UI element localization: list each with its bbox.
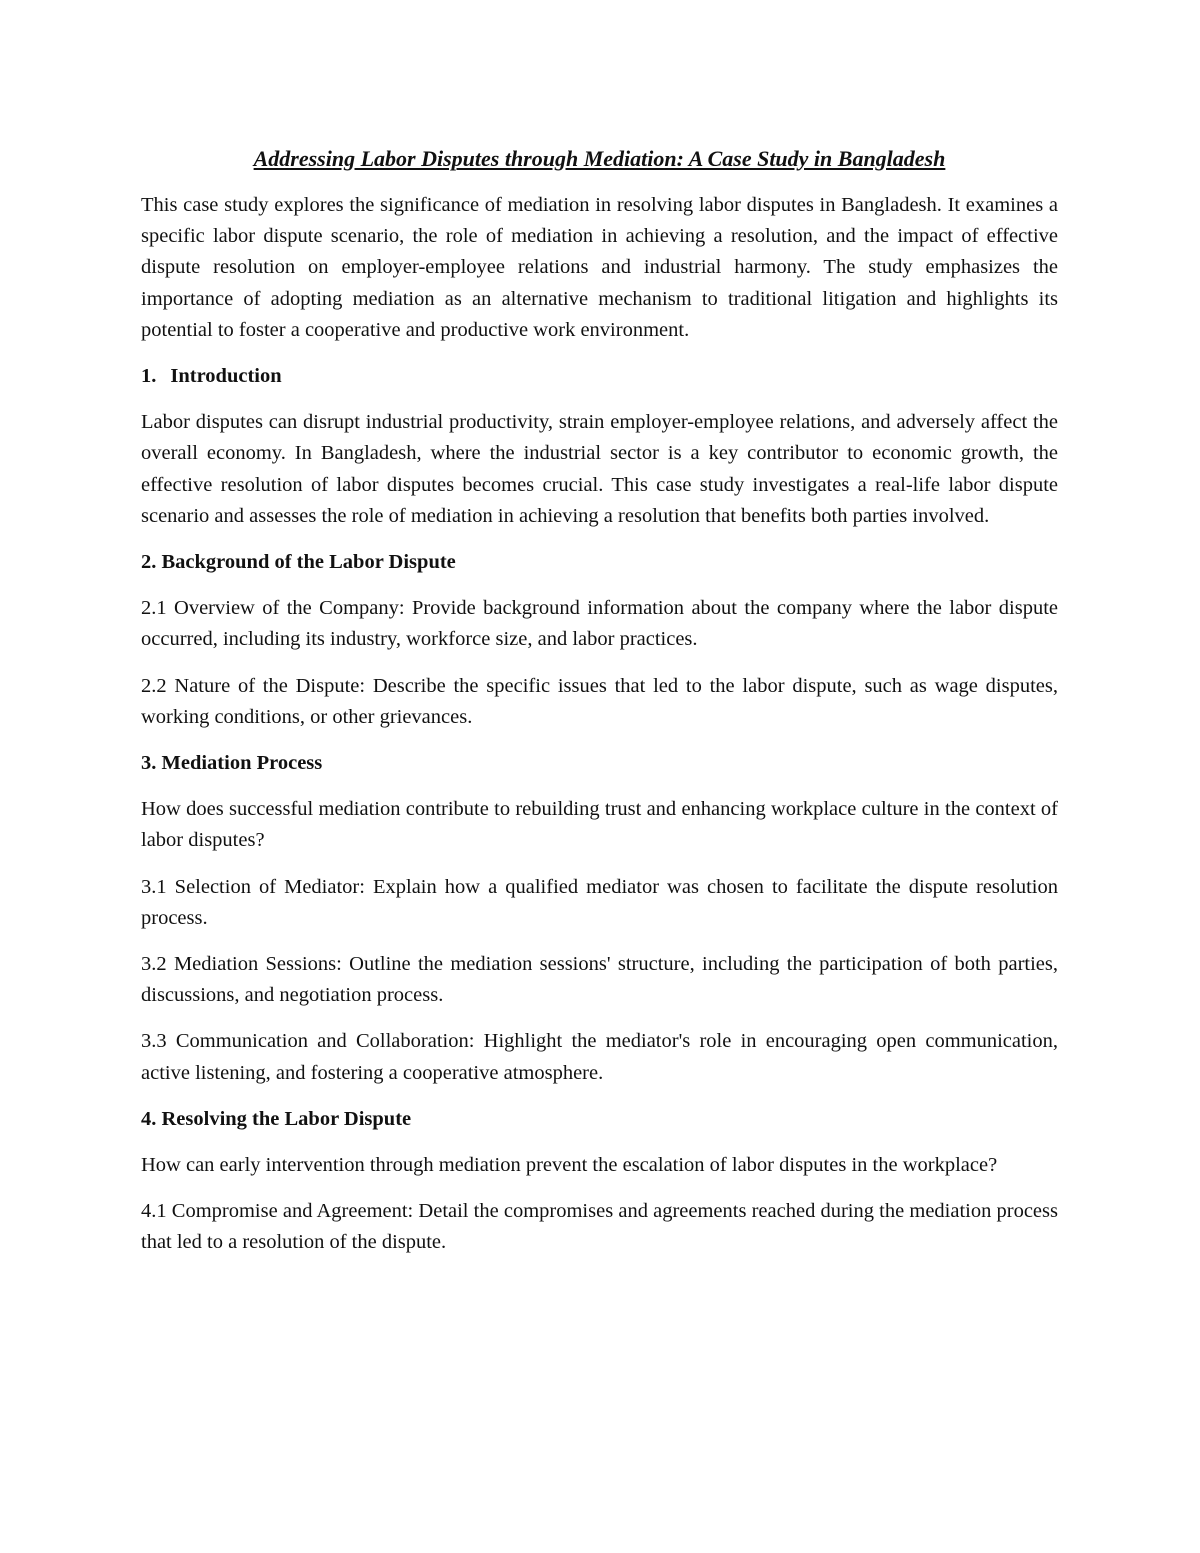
introduction-paragraph: Labor disputes can disrupt industrial productivity, strain employer-employee relations, and adversely affect the overall economy. In Bangladesh, where the industrial sector is a key contributor to economic growth, the effective resolution of labor disputes becomes crucial. This case study investigates a real-life labor dispute scenario and assesses the role of mediation in achieving a resolution that benefits both parties involved.: [141, 411, 1058, 527]
section-title: Introduction: [170, 365, 282, 388]
paragraph-3-question: How does successful mediation contribute to rebuilding trust and enhancing workplace culture in the context of labor disputes?: [141, 798, 1058, 852]
section-title: Resolving the Labor Dispute: [161, 1107, 412, 1130]
section-heading-resolving: [141, 1104, 1058, 1135]
section-number: 4.: [141, 1107, 157, 1130]
paragraph-3-3: 3.3 Communication and Collaboration: Highlight the mediator's role in encouraging open communication, active listening, and fostering a cooperative atmosphere.: [141, 1030, 1058, 1084]
paragraph-2-2: 2.2 Nature of the Dispute: Describe the specific issues that led to the labor dispute, such as wage disputes, working conditions, or other grievances.: [141, 674, 1058, 728]
document-title: Addressing Labor Disputes through Mediation: A Case Study in Bangladesh: [253, 146, 946, 171]
section-title: Mediation Process: [161, 752, 323, 775]
abstract-paragraph: This case study explores the significance of mediation in resolving labor disputes in Bangladesh. It examines a specific labor dispute scenario, the role of mediation in achieving a resolution, and the impact of effective dispute resolution on employer-employee relations and industrial harmony. The study emphasizes the importance of adopting mediation as an alternative mechanism to traditional litigation and highlights its potential to foster a cooperative and productive work environment.: [141, 194, 1058, 341]
paragraph-3-2: 3.2 Mediation Sessions: Outline the mediation sessions' structure, including the participation of both parties, discussions, and negotiation process.: [141, 953, 1058, 1007]
section-heading-background: [141, 547, 1058, 578]
document-page: [141, 143, 1058, 1274]
section-title: Background of the Labor Dispute: [161, 551, 456, 574]
paragraph-3-1: 3.1 Selection of Mediator: Explain how a qualified mediator was chosen to facilitate the dispute resolution process.: [141, 875, 1058, 929]
section-number: 2.: [141, 551, 157, 574]
paragraph-4-1: 4.1 Compromise and Agreement: Detail the compromises and agreements reached during the mediation process that led to a resolution of the dispute.: [141, 1200, 1058, 1254]
section-heading-mediation-process: [141, 748, 1058, 779]
section-heading-introduction: [141, 361, 1058, 392]
section-number: 3.: [141, 752, 157, 775]
paragraph-2-1: 2.1 Overview of the Company: Provide background information about the company where the labor dispute occurred, including its industry, workforce size, and labor practices.: [141, 597, 1058, 651]
paragraph-4-question: How can early intervention through mediation prevent the escalation of labor disputes in the workplace?: [141, 1154, 998, 1177]
section-number: 1.: [141, 365, 157, 388]
